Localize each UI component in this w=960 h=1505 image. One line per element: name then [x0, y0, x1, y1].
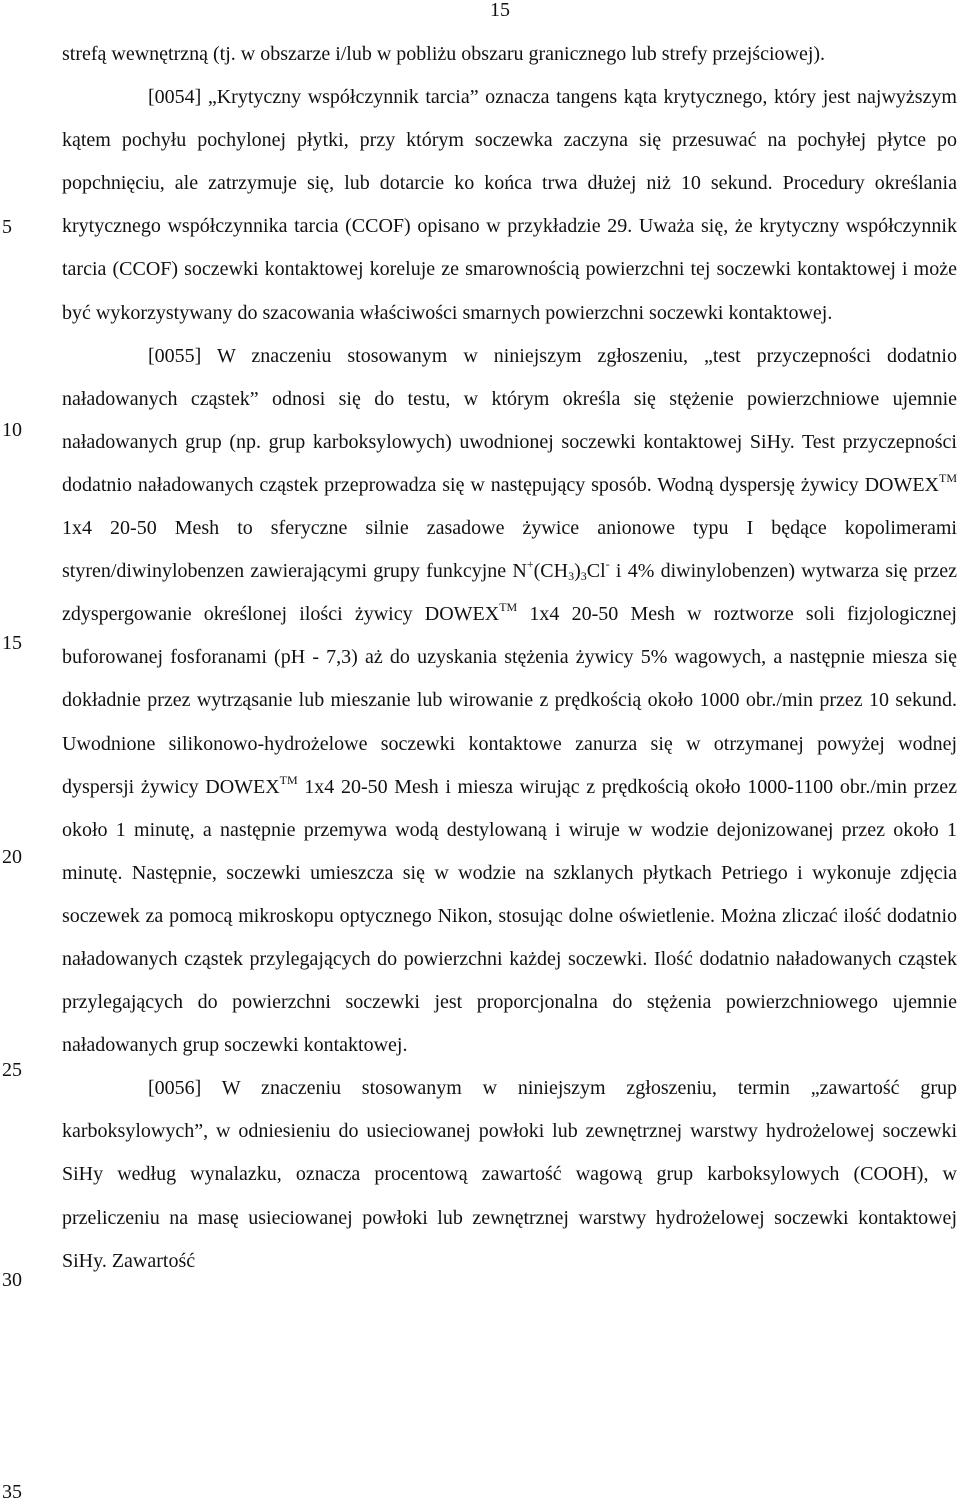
line-number: 20	[2, 846, 22, 868]
document-body	[62, 33, 957, 1283]
line-number: 25	[2, 1059, 22, 1081]
paragraph-continuation: strefą wewnętrzną (tj. w obszarze i/lub w pobliżu obszaru granicznego lub strefy przejściowej).	[62, 43, 826, 65]
paragraph-0055: [0055] W znaczeniu stosowanym w niniejszym zgłoszeniu, „test przyczepności dodatnio naładowanych cząstek” odnosi się do testu, w którym określa się stężenie powierzchniowe ujemnie naładowanych grup (np. grup karboksylowych) uwodnionej soczewki kontaktowej SiHy. Test przyczepności dodatnio naładowanych cząstek przeprowadza się w następujący sposób. Wodną dyspersję żywicy DOWEX™ 1x4 20-50 Mesh to sferyczne silnie zasadowe żywice anionowe typu I będące kopolimerami styren/diwinylobenzen zawierającymi grupy funkcyjne $N^+(CH_3)_3Cl^-$ i 4% diwinylobenzen) wytwarza się przez zdyspergowanie określonej ilości żywicy DOWEX™ 1x4 20-50 Mesh w roztworze soli fizjologicznej buforowanej fosforanami (pH - 7,3) aż do uzyskania stężenia żywicy 5% wagowych, a następnie miesza się dokładnie przez wytrząsanie lub mieszanie lub wirowanie z prędkością około 1000 obr./min przez 10 sekund. Uwodnione silikonowo-hydrożelowe soczewki kontaktowe zanurza się w otrzymanej powyżej wodnej dyspersji żywicy DOWEX™ 1x4 20-50 Mesh i miesza wirując z prędkością około 1000-1100 obr./min przez około 1 minutę, a następnie przemywa wodą destylowaną i wiruje w wodzie dejonizowanej przez około 1 minutę. Następnie, soczewki umieszcza się w wodzie na szklanych płytkach Petriego i wykonuje zdjęcia soczewek za pomocą mikroskopu optycznego Nikon, stosując dolne oświetlenie. Można zliczać ilość dodatnio naładowanych cząstek przylegających do powierzchni każdej soczewki. Ilość dodatnio naładowanych cząstek przylegających do powierzchni soczewki jest proporcjonalna do stężenia powierzchniowego ujemnie naładowanych grup soczewki kontaktowej.	[62, 344, 958, 1057]
line-number: 5	[2, 216, 12, 238]
paragraph-0054: [0054] „Krytyczny współczynnik tarcia” oznacza tangens kąta krytycznego, który jest najwyższym kątem pochyłu pochylonej płytki, przy którym soczewka zaczyna się przesuwać na pochyłej płytce po popchnięciu, ale zatrzymuje się, lub dotarcie ko końca trwa dłużej niż 10 sekund. Procedury określania krytycznego współczynnika tarcia (CCOF) opisano w przykładzie 29. Uważa się, że krytyczny współczynnik tarcia (CCOF) soczewki kontaktowej koreluje ze smarownością powierzchni tej soczewki kontaktowej i może być wykorzystywany do szacowania właściwości smarnych powierzchni soczewki kontaktowej.	[62, 86, 957, 324]
line-number-margin	[0, 0, 40, 1505]
line-number: 10	[2, 419, 22, 441]
page-number: 15	[490, 0, 510, 21]
line-number: 30	[2, 1269, 22, 1291]
line-number: 35	[2, 1481, 22, 1503]
paragraph-0056: [0056] W znaczeniu stosowanym w niniejszym zgłoszeniu, termin „zawartość grup karboksylowych”, w odniesieniu do usieciowanej powłoki lub zewnętrznej warstwy hydrożelowej soczewki SiHy według wynalazku, oznacza procentową zawartość wagową grup karboksylowych (COOH), w przeliczeniu na masę usieciowanej powłoki lub zewnętrznej warstwy hydrożelowej soczewki kontaktowej SiHy. Zawartość	[62, 1077, 957, 1272]
line-number: 15	[2, 632, 22, 654]
